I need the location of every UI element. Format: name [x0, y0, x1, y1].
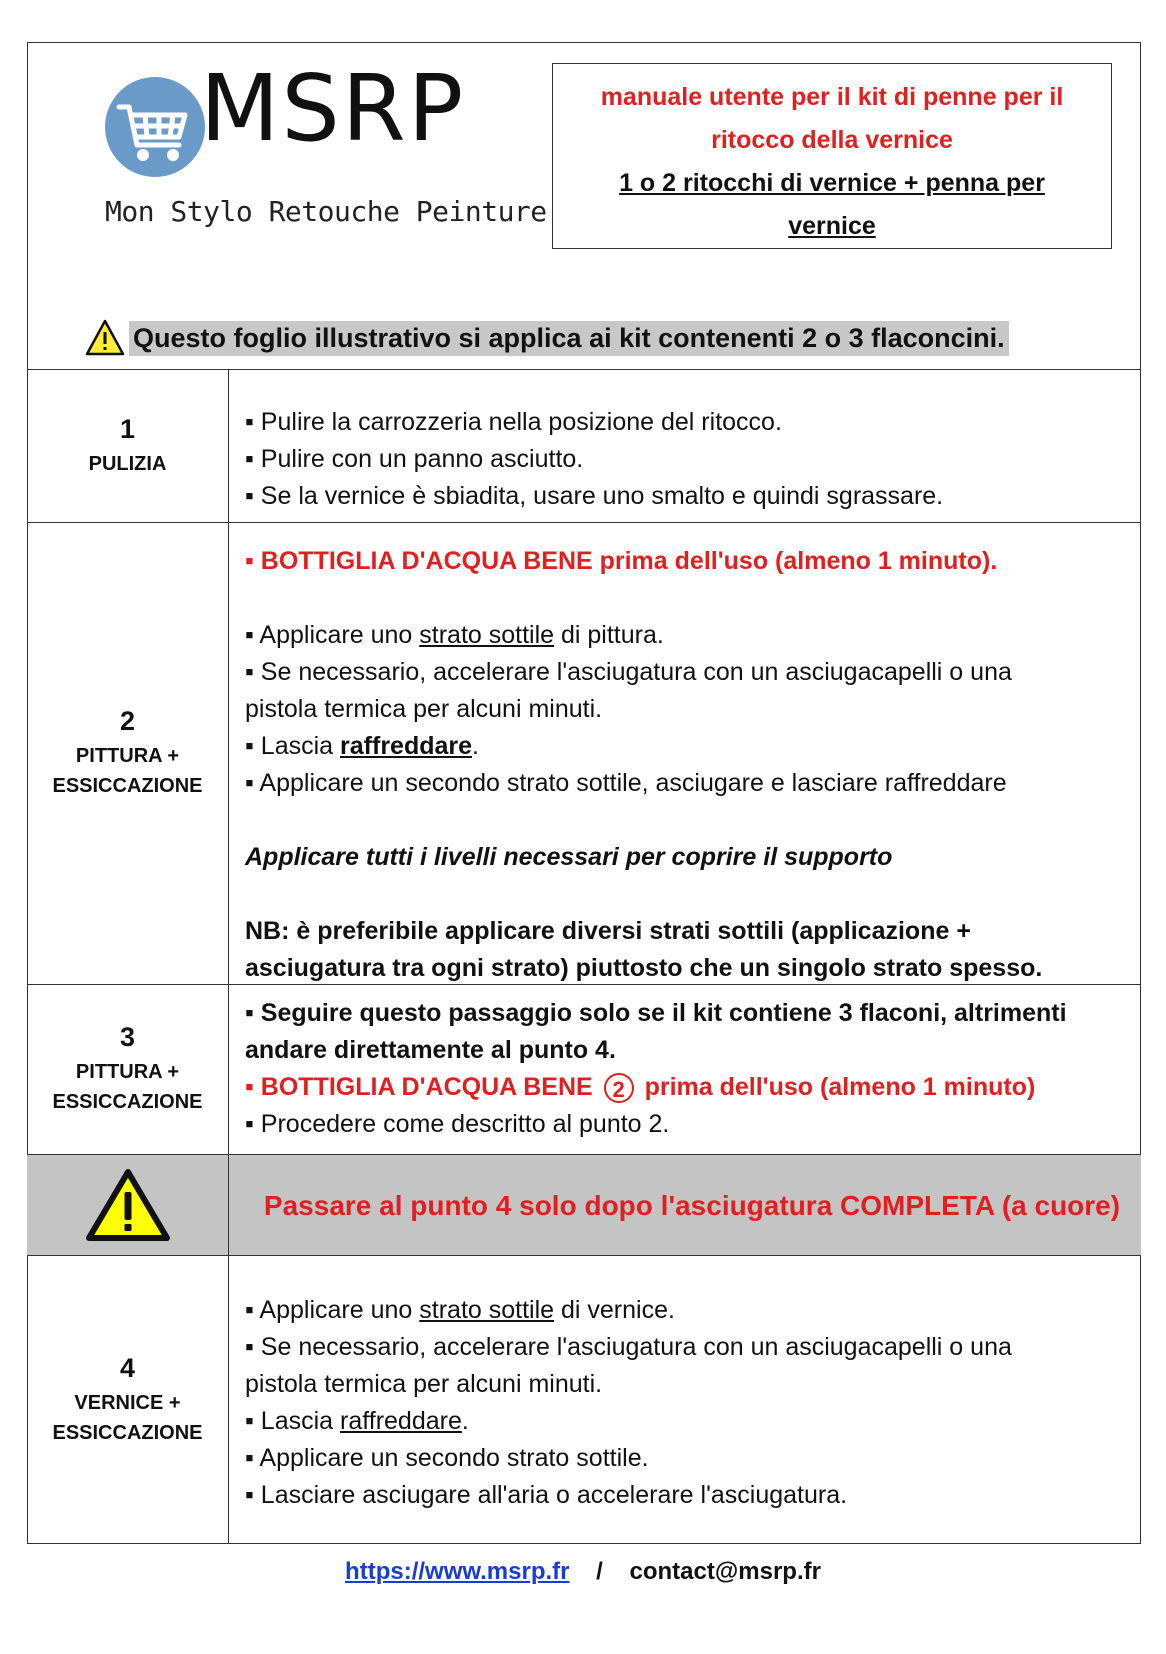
text-segment: ▪ BOTTIGLIA D'ACQUA BENE: [245, 1073, 593, 1101]
step-3-label: [27, 985, 229, 1154]
text-segment: ▪ Lascia: [245, 732, 341, 760]
drying-warning-text: Passare al punto 4 solo dopo l'asciugatura COMPLETA (a cuore): [263, 1189, 1121, 1221]
step-number: 3: [119, 1022, 136, 1052]
step-2-italic-note: Applicare tutti i livelli necessari per coprire il supporto: [245, 843, 893, 871]
contact-email[interactable]: contact@msrp.fr: [629, 1558, 821, 1585]
step-4-line: ▪ Lasciare asciugare all'aria o accelerare l'asciugatura.: [245, 1481, 848, 1509]
underlined-text: strato sottile: [419, 1296, 555, 1324]
step-title-line-1: PITTURA +: [75, 1061, 180, 1083]
step-3-line: ▪ Seguire questo passaggio solo se il kit contiene 3 flaconi, altrimenti: [245, 999, 1067, 1027]
shake-warning: [245, 1069, 1133, 1106]
title-line-1: manuale utente per il kit di penne per il: [600, 83, 1064, 111]
step-2-content: [245, 523, 1133, 1004]
title-box: [552, 63, 1112, 249]
underlined-text: raffreddare: [340, 732, 473, 760]
step-2-line: ▪ Applicare un secondo strato sottile, asciugare e lasciare raffreddare: [245, 769, 1007, 797]
step-1-line: ▪ Se la vernice è sbiadita, usare uno smalto e quindi sgrassare.: [245, 482, 944, 510]
nb-note-line-1: NB: è preferibile applicare diversi strati sottili (applicazione +: [245, 917, 971, 945]
step-1-line: ▪ Pulire la carrozzeria nella posizione del ritocco.: [245, 408, 782, 436]
footer: [0, 1558, 1166, 1586]
warning-triangle-icon: [85, 1168, 171, 1242]
step-2-line: ▪ Se necessario, accelerare l'asciugatura con un asciugacapelli o una: [245, 658, 1012, 686]
step-number: 2: [119, 706, 136, 736]
step-title-line-2: ESSICCAZIONE: [52, 1421, 203, 1444]
step-number: 4: [119, 1352, 136, 1383]
circled-number: 2: [604, 1073, 634, 1103]
text-segment: ▪ Lascia: [245, 1407, 341, 1435]
step-1-label: [27, 370, 229, 522]
step-3-row: [27, 984, 1141, 1154]
title-line-2: ritocco della vernice: [711, 126, 953, 154]
step-title-line-1: VERNICE +: [74, 1391, 181, 1414]
logo-wordmark: MSRP: [200, 55, 466, 162]
text-segment: di pittura.: [554, 621, 664, 649]
text-segment: ▪ Applicare uno: [245, 621, 420, 649]
shake-warning: ▪ BOTTIGLIA D'ACQUA BENE prima dell'uso (almeno 1 minuto).: [245, 547, 998, 575]
step-2-line-apply: [245, 617, 1133, 654]
text-segment: ▪ Applicare uno: [245, 1296, 420, 1324]
step-4-line: pistola termica per alcuni minuti.: [245, 1370, 603, 1398]
msrp-logo: [105, 55, 547, 237]
kit-notice: [85, 312, 1009, 364]
step-2-line: pistola termica per alcuni minuti.: [245, 695, 603, 723]
footer-separator: /: [596, 1558, 603, 1585]
step-2-row: [27, 522, 1141, 984]
step-4-line-apply: [245, 1292, 1133, 1329]
step-3-line: ▪ Procedere come descritto al punto 2.: [245, 1110, 670, 1138]
step-1-row: [27, 369, 1141, 522]
notice-text: Questo foglio illustrativo si applica ai kit contenenti 2 o 3 flaconcini.: [129, 321, 1009, 356]
text-segment: prima dell'uso (almeno 1 minuto): [644, 1073, 1036, 1101]
step-title-line-2: ESSICCAZIONE: [52, 1091, 203, 1113]
step-3-content: [245, 985, 1133, 1164]
step-4-row: [27, 1255, 1141, 1544]
text-segment: di vernice.: [554, 1296, 675, 1324]
warning-cell: [243, 1155, 1141, 1255]
underlined-text: raffreddare: [340, 1407, 462, 1435]
step-title-line-2: ESSICCAZIONE: [52, 775, 203, 797]
shopping-cart-icon: [105, 77, 205, 177]
step-4-line: ▪ Applicare un secondo strato sottile.: [245, 1444, 649, 1472]
step-4-line-cool: [245, 1403, 1133, 1440]
step-4-label: [27, 1256, 229, 1544]
warning-triangle-icon: [85, 318, 125, 358]
step-4-content: [245, 1256, 1133, 1580]
title-line-4: vernice: [788, 212, 876, 240]
website-link[interactable]: https://www.msrp.fr: [345, 1558, 570, 1585]
step-1-line: ▪ Pulire con un panno asciutto.: [245, 445, 584, 473]
step-2-line-cool: [245, 728, 1133, 765]
underlined-text: strato sottile: [419, 621, 555, 649]
step-number: 1: [119, 413, 136, 444]
step-4-line: ▪ Se necessario, accelerare l'asciugatura con un asciugacapelli o una: [245, 1333, 1012, 1361]
step-2-label: [27, 523, 229, 984]
drying-warning-row: [27, 1154, 1141, 1255]
text-segment: .: [472, 732, 479, 760]
text-segment: .: [461, 1407, 469, 1435]
warning-icon-cell: [27, 1155, 229, 1255]
cart-logo-circle: [105, 77, 205, 177]
nb-note-line-2: asciugatura tra ogni strato) piuttosto che un singolo strato spesso.: [245, 954, 1043, 982]
step-title: PULIZIA: [88, 452, 167, 475]
title-line-3: 1 o 2 ritocchi di vernice + penna per: [619, 169, 1045, 197]
step-3-line: andare direttamente al punto 4.: [245, 1036, 616, 1064]
step-title-line-1: PITTURA +: [75, 745, 180, 767]
logo-subtitle: Mon Stylo Retouche Peinture: [105, 195, 547, 228]
